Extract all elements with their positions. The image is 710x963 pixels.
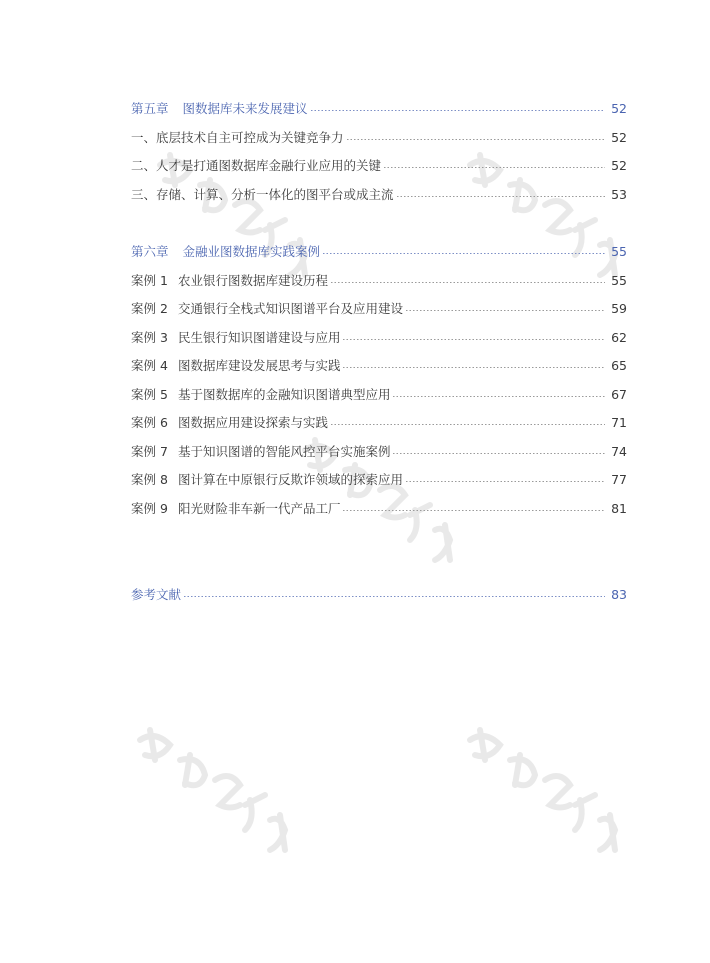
page-number: 67	[611, 386, 627, 402]
case-number: 案例 6	[131, 415, 168, 430]
toc-chapter-6[interactable]	[131, 241, 627, 261]
dot-leader	[405, 481, 605, 482]
toc-case[interactable]	[131, 298, 627, 318]
dot-leader	[346, 139, 606, 140]
dot-leader	[330, 282, 605, 283]
watermark-logo	[460, 720, 630, 870]
toc-section[interactable]	[131, 127, 627, 147]
dot-leader	[183, 596, 605, 597]
dot-leader	[392, 396, 605, 397]
page-number: 55	[611, 272, 627, 288]
page-number: 52	[611, 129, 627, 145]
dot-leader	[342, 339, 605, 340]
section-title: 一、底层技术自主可控成为关键竞争力	[131, 130, 344, 145]
dot-leader	[322, 253, 605, 254]
toc-case[interactable]	[131, 384, 627, 404]
dot-leader	[310, 110, 606, 111]
toc-case[interactable]	[131, 441, 627, 461]
toc-references[interactable]	[131, 584, 627, 604]
dot-leader	[342, 510, 605, 511]
case-number: 案例 1	[131, 273, 168, 288]
case-title: 基于图数据库的金融知识图谱典型应用	[177, 387, 391, 402]
toc-case[interactable]	[131, 469, 627, 489]
page-number: 81	[611, 500, 627, 516]
dot-leader	[330, 424, 605, 425]
case-title: 民生银行知识图谱建设与应用	[177, 330, 341, 345]
case-number: 案例 3	[131, 330, 168, 345]
page-number: 83	[611, 586, 627, 602]
toc-case[interactable]	[131, 355, 627, 375]
case-number: 案例 2	[131, 301, 168, 316]
page-number: 55	[611, 243, 627, 259]
case-number: 案例 4	[131, 358, 168, 373]
case-title: 图计算在中原银行反欺诈领域的探索应用	[177, 472, 403, 487]
case-title: 农业银行图数据库建设历程	[177, 273, 328, 288]
toc-section[interactable]	[131, 155, 627, 175]
case-number: 案例 7	[131, 444, 168, 459]
section-title: 三、存储、计算、分析一体化的图平台或成主流	[131, 187, 394, 202]
chapter-number: 第五章	[131, 101, 169, 116]
case-title: 阳光财险非车新一代产品工厂	[177, 501, 341, 516]
page-number: 65	[611, 357, 627, 373]
references-title: 参考文献	[131, 587, 182, 602]
case-number: 案例 9	[131, 501, 168, 516]
page-number: 77	[611, 471, 627, 487]
case-title: 交通银行全栈式知识图谱平台及应用建设	[177, 301, 403, 316]
page-number: 62	[611, 329, 627, 345]
case-title: 基于知识图谱的智能风控平台实施案例	[177, 444, 391, 459]
toc-section[interactable]	[131, 184, 627, 204]
page-number: 74	[611, 443, 627, 459]
page-number: 52	[611, 157, 627, 173]
toc-case[interactable]	[131, 327, 627, 347]
watermark-logo	[130, 720, 300, 870]
page-number: 59	[611, 300, 627, 316]
case-number: 案例 8	[131, 472, 168, 487]
toc-case[interactable]	[131, 412, 627, 432]
case-title: 图数据库建设发展思考与实践	[177, 358, 341, 373]
chapter-title: 金融业图数据库实践案例	[182, 244, 321, 259]
case-number: 案例 5	[131, 387, 168, 402]
dot-leader	[396, 196, 606, 197]
toc-case[interactable]	[131, 270, 627, 290]
page-number: 53	[611, 186, 627, 202]
page-number: 52	[611, 100, 627, 116]
chapter-title: 图数据库未来发展建议	[182, 101, 308, 116]
case-title: 图数据应用建设探索与实践	[177, 415, 328, 430]
dot-leader	[383, 167, 605, 168]
toc-case[interactable]	[131, 498, 627, 518]
dot-leader	[392, 453, 605, 454]
toc-chapter-5[interactable]	[131, 98, 627, 118]
section-title: 二、人才是打通图数据库金融行业应用的关键	[131, 158, 382, 173]
chapter-number: 第六章	[131, 244, 169, 259]
dot-leader	[405, 310, 605, 311]
dot-leader	[342, 367, 605, 368]
page-number: 71	[611, 414, 627, 430]
